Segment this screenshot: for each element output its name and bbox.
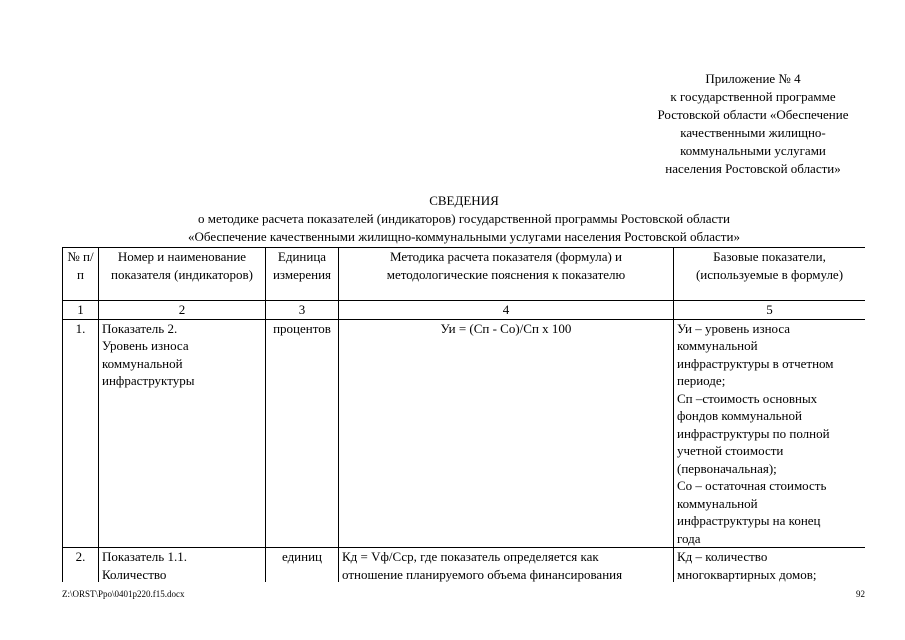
appendix-line: Приложение № 4 (705, 71, 801, 86)
indicator-name (99, 548, 266, 583)
column-number: 3 (266, 301, 339, 320)
base-line: инфраструктуры на конец (677, 513, 821, 528)
indicators-table-wrapper (62, 247, 865, 582)
appendix-line: населения Ростовской области» (665, 161, 841, 176)
appendix-block (630, 70, 876, 178)
indicator-name-line: коммунальной (102, 355, 183, 371)
base-line: многоквартирных домов; (677, 566, 817, 582)
row-number: 1. (63, 319, 99, 548)
indicator-method (339, 548, 674, 583)
base-line: Кд – количество (677, 549, 768, 564)
indicator-method (339, 319, 674, 548)
indicator-base (674, 319, 866, 548)
footer-page-number: 92 (856, 589, 865, 599)
document-subtitle-line-2: «Обеспечение качественными жилищно-коммунальными услугами населения Ростовской области» (188, 229, 740, 244)
base-line: года (677, 530, 701, 546)
indicator-name-line: Количество (102, 566, 167, 582)
column-number: 1 (63, 301, 99, 320)
appendix-line: качественными жилищно- (680, 125, 826, 140)
base-line: учетной стоимости (677, 443, 784, 458)
base-line: Уи – уровень износа (677, 320, 791, 336)
method-line: отношение планируемого объема финансирования (342, 566, 623, 582)
footer-file-path: Z:\ORST\Ppo\0401p220.f15.docx (62, 589, 185, 599)
base-line: Со – остаточная стоимость (677, 478, 827, 493)
column-number: 2 (99, 301, 266, 320)
document-subtitle-line-1: о методике расчета показателей (индикаторов) государственной программы Ростовской области (198, 211, 730, 226)
row-number: 2. (63, 548, 99, 583)
indicators-table (62, 247, 865, 582)
header-name: Номер и наименование показателя (индикаторов) (99, 248, 266, 301)
base-line: периоде; (677, 373, 726, 388)
base-line: фондов коммунальной (677, 408, 802, 423)
indicator-name-line: Показатель 2. (102, 320, 178, 336)
column-number: 5 (674, 301, 866, 320)
appendix-line: коммунальными услугами (680, 143, 826, 158)
base-line: коммунальной (677, 338, 758, 353)
method-line: Кд = Vф/Сср, где показатель определяется как (342, 549, 599, 564)
base-line: инфраструктуры в отчетном (677, 355, 834, 371)
base-line: (первоначальная); (677, 460, 777, 476)
indicator-name-line: инфраструктуры (102, 373, 195, 388)
column-number-row (63, 301, 866, 320)
column-number: 4 (339, 301, 674, 320)
table-header-row (63, 248, 866, 301)
table-row (63, 319, 866, 548)
appendix-line: к государственной программе (670, 89, 836, 104)
method-line: Уи = (Сп - Со)/Сп x 100 (440, 320, 572, 336)
header-base: Базовые показатели, (используемые в формуле) (674, 248, 866, 301)
indicator-unit: единиц (266, 548, 339, 583)
indicator-name-line: Показатель 1.1. (102, 549, 187, 564)
indicator-unit: процентов (266, 319, 339, 548)
base-line: коммунальной (677, 495, 758, 511)
base-line: инфраструктуры по полной (677, 425, 830, 441)
base-line: Сп –стоимость основных (677, 390, 818, 406)
header-method: Методика расчета показателя (формула) и методологические пояснения к показателю (339, 248, 674, 301)
header-number: № п/п (63, 248, 99, 301)
appendix-line: Ростовской области «Обеспечение (657, 107, 849, 122)
indicator-name (99, 319, 266, 548)
document-title: СВЕДЕНИЯ (429, 193, 499, 208)
indicator-name-line: Уровень износа (102, 338, 189, 353)
indicator-base (674, 548, 866, 583)
table-row (63, 548, 866, 583)
document-heading (60, 192, 868, 246)
header-unit: Единица измерения (266, 248, 339, 301)
